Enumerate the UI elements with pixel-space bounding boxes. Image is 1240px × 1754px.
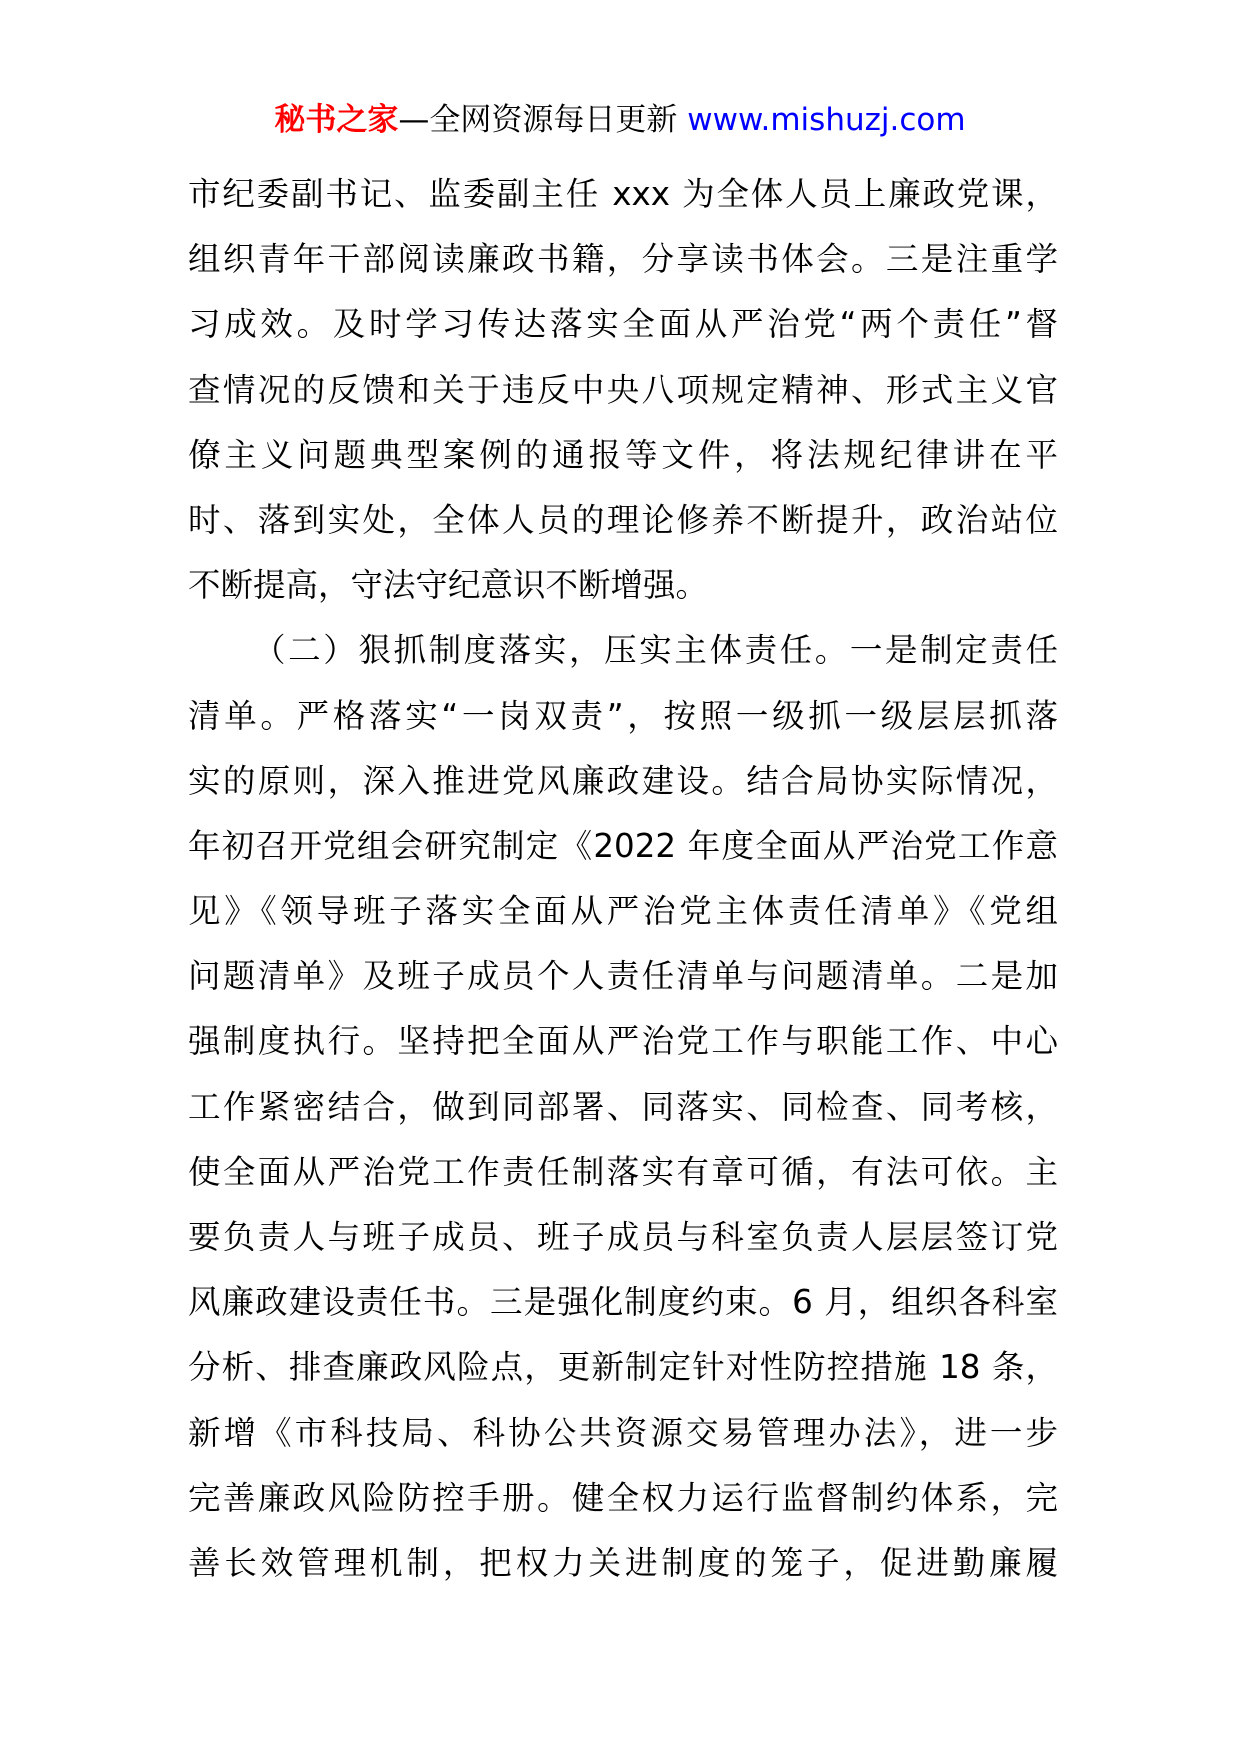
text-line: 清单。严格落实“一岗双责”，按照一级抓一级层层抓落	[188, 696, 1058, 735]
text-line: 完善廉政风险防控手册。健全权力运行监督制约体系，完	[188, 1478, 1058, 1517]
text-line: 习成效。及时学习传达落实全面从严治党“两个责任”督	[188, 305, 1058, 344]
text-line: 时、落到实处，全体人员的理论修养不断提升，政治站位	[188, 500, 1058, 539]
text-line: 实的原则，深入推进党风廉政建设。结合局协实际情况，	[188, 761, 1058, 800]
text-line: 要负责人与班子成员、班子成员与科室负责人层层签订党	[188, 1218, 1058, 1256]
text-line: 新增《市科技局、科协公共资源交易管理办法》，进一步	[188, 1413, 1058, 1452]
text-line: 使全面从严治党工作责任制落实有章可循，有法可依。主	[188, 1152, 1058, 1191]
site-brand: 秘书之家	[274, 102, 399, 138]
text-line: 工作紧密结合，做到同部署、同落实、同检查、同考核，	[188, 1087, 1058, 1126]
text-line: 市纪委副书记、监委副主任 xxx 为全体人员上廉政党课，	[188, 175, 1058, 213]
text-line: 强制度执行。坚持把全面从严治党工作与职能工作、中心	[188, 1022, 1058, 1061]
site-tagline: —全网资源每日更新	[398, 102, 688, 138]
text-line: 年初召开党组会研究制定《2022 年度全面从严治党工作意	[188, 826, 1058, 865]
text-line: 查情况的反馈和关于违反中央八项规定精神、形式主义官	[188, 370, 1058, 409]
text-line: 不断提高，守法守纪意识不断增强。	[188, 566, 709, 605]
text-line: 僚主义问题典型案例的通报等文件，将法规纪律讲在平	[188, 435, 1058, 474]
text-line: 分析、排查廉政风险点，更新制定针对性防控措施 18 条，	[188, 1348, 1058, 1387]
text-line: 问题清单》及班子成员个人责任清单与问题清单。二是加	[188, 957, 1058, 996]
text-line: 见》《领导班子落实全面从严治党主体责任清单》《党组	[188, 892, 1058, 931]
site-url-link[interactable]: www.mishuzj.com	[687, 102, 966, 138]
text-line: 风廉政建设责任书。三是强化制度约束。6 月，组织各科室	[188, 1283, 1058, 1322]
section-heading-line: （二）狠抓制度落实，压实主体责任。一是制定责任	[253, 631, 1058, 670]
document-body	[188, 162, 1058, 1596]
site-header	[0, 100, 1240, 140]
text-line: 善长效管理机制，把权力关进制度的笼子，促进勤廉履	[188, 1543, 1058, 1582]
text-line: 组织青年干部阅读廉政书籍，分享读书体会。三是注重学	[188, 240, 1058, 279]
